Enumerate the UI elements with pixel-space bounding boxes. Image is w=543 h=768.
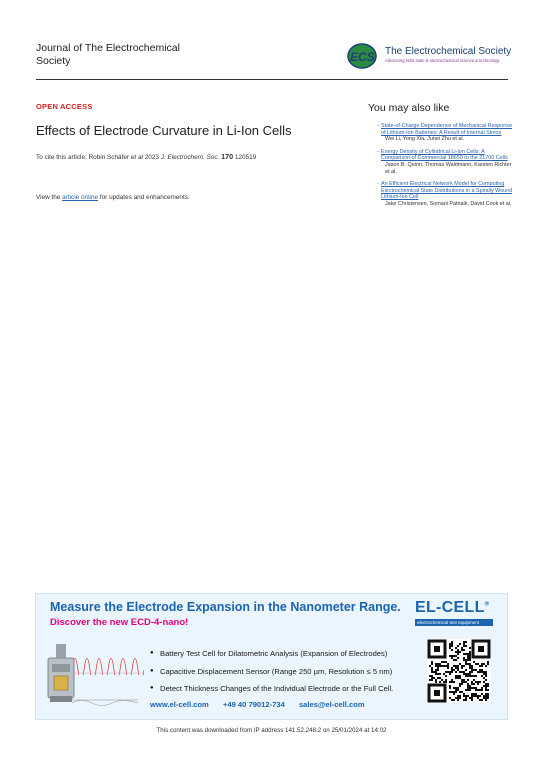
el-cell-brand: EL-CELL <box>415 599 485 616</box>
ad-bullet: ● Battery Test Cell for Dilatometric Analysis (Expansion of Electrodes) <box>150 645 393 663</box>
list-item: - An Efficient Electrical Network Model for Computing Electrochemical State Distributions in a Spirally Wound Lithium-Ion Cell Jake Christensen, Somani Patnaik, David Cook et al. <box>377 181 513 207</box>
journal-name: Journal of The Electrochemical Society <box>36 42 180 67</box>
society-tagline: Advancing solid state & electrochemical science & technology <box>385 58 500 63</box>
view-online-line <box>36 194 190 201</box>
ad-email-link[interactable]: sales@el-cell.com <box>298 700 365 709</box>
related-authors: Jason B. Quinn, Thomas Waldmann, Karsten Richter et al. <box>385 161 512 175</box>
related-link[interactable]: State-of-Charge Dependence of Mechanical Response of Lithium-Ion Batteries: A Result of Internal Stress <box>381 123 512 136</box>
ad-contact-line <box>150 700 377 709</box>
list-item: - Energy Density of Cylindrical Li-Ion Cells: A Comparison of Commercial 18650 to the 21700 Cells Jason B. Quinn, Thomas Waldmann, Karsten Richter et al. <box>377 148 512 175</box>
citation-volume: 170 <box>221 152 234 161</box>
list-item: - State-of-Charge Dependence of Mechanical Response of Lithium-Ion Batteries: A Result of Internal Stress Wei Li, Yong Xia, Junei Zhu et al. <box>377 123 512 143</box>
qr-code-icon[interactable] <box>427 639 491 703</box>
citation-line <box>36 152 256 161</box>
ad-website-link[interactable]: www.el-cell.com <box>150 700 209 709</box>
citation-journal: J. Electrochem. Soc. <box>160 154 220 161</box>
related-authors: Wei Li, Yong Xia, Junei Zhu et al. <box>385 136 465 143</box>
related-list <box>377 123 513 214</box>
ad-phone[interactable]: +49 40 79012-734 <box>222 700 285 709</box>
ad-bullet: ● Detect Thickness Changes of the Individual Electrode or the Full Cell. <box>150 680 393 698</box>
ad-headline: Measure the Electrode Expansion in the Nanometer Range. <box>50 600 401 614</box>
ecs-logo-icon[interactable] <box>346 42 386 70</box>
ad-subheadline: Discover the new ECD-4-nano! <box>50 617 189 628</box>
article-online-link[interactable]: article online <box>62 194 99 201</box>
ad-bullet: ● Capacitive Displacement Sensor (Range 250 µm, Resolution ≤ 5 nm) <box>150 663 393 681</box>
view-prefix: View the <box>36 194 63 201</box>
download-notice: This content was downloaded from IP address 141.52.248.2 on 25/01/2024 at 14:02 <box>156 727 387 734</box>
test-cell-device-icon <box>42 640 142 710</box>
citation-page: 120519 <box>233 154 257 161</box>
citation-year: 2023 <box>144 154 161 161</box>
open-access-label: OPEN ACCESS <box>36 102 93 111</box>
related-heading: You may also like <box>368 102 450 114</box>
citation-prefix: To cite this article: Robin Schäfer <box>36 154 131 161</box>
related-link[interactable]: An Efficient Electrical Network Model for Computing Electrochemical State Distributions in a Spirally Wound Lithium-Ion Cell <box>381 181 513 201</box>
view-suffix: for updates and enhancements. <box>98 194 190 201</box>
ad-bullet-list <box>150 645 393 698</box>
society-name: The Electrochemical Society <box>385 46 512 57</box>
citation-etal: et al <box>130 154 143 161</box>
el-cell-tagline: electrochemical test equipment <box>415 619 493 626</box>
ecs-logo-text: ECS <box>350 50 375 64</box>
el-cell-mark: ® <box>484 601 490 608</box>
article-title: Effects of Electrode Curvature in Li-Ion Cells <box>36 123 292 138</box>
header-divider <box>36 79 508 80</box>
related-authors: Jake Christensen, Somani Patnaik, David Cook et al. <box>385 200 512 207</box>
el-cell-logo <box>415 599 489 617</box>
related-link[interactable]: Energy Density of Cylindrical Li-Ion Cells: A Comparison of Commercial 18650 to the 21700 Cells <box>381 148 508 162</box>
